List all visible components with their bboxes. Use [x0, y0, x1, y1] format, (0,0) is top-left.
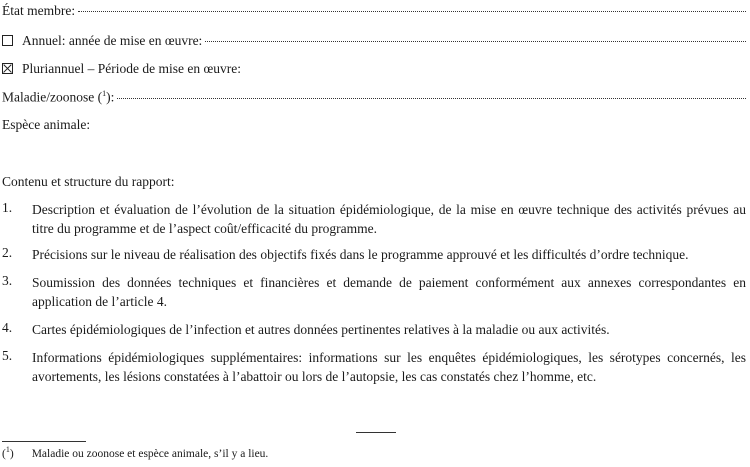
footnote-mark: ($^1$) — [2, 445, 14, 460]
report-heading: Contenu et structure du rapport: — [2, 174, 175, 189]
disease-field[interactable] — [117, 98, 746, 99]
list-item-text: Informations épidémiologiques supplémentaires: informations sur les enquêtes épidémiologiques, les sérotypes concernés, les avortements, les lésions constatées à l’abattoir ou lors de l’autopsie, les cas constatés chez l’homme, etc. — [32, 350, 746, 384]
multiannual-checkbox-checked[interactable] — [2, 63, 13, 74]
list-item-number: 2. — [2, 245, 13, 260]
footnote-text: Maladie ou zoonose et espèce animale, s’il y a lieu. — [31, 447, 269, 460]
footnote-ref: 1 — [102, 89, 107, 98]
list-item — [2, 348, 746, 386]
annual-label: Annuel: année de mise en œuvre: — [22, 33, 203, 48]
list-item — [2, 200, 746, 238]
end-separator — [356, 432, 396, 433]
list-item-number: 1. — [2, 200, 13, 215]
member-state-field[interactable] — [78, 11, 746, 12]
report-heading-row — [2, 174, 746, 190]
disease-label: Maladie/zoonose ($^1$): — [2, 89, 115, 105]
footnote — [2, 445, 268, 460]
disease-row — [2, 89, 746, 106]
annual-row — [2, 33, 746, 49]
list-item — [2, 273, 746, 311]
list-item — [2, 320, 746, 339]
list-item — [2, 245, 746, 264]
species-row — [2, 117, 746, 133]
list-item-number: 3. — [2, 273, 13, 288]
multiannual-row — [2, 61, 746, 77]
member-state-row — [2, 3, 746, 19]
list-item-text: Précisions sur le niveau de réalisation des objectifs fixés dans le programme approuvé et les difficultés d’ordre technique. — [32, 247, 689, 262]
annual-checkbox[interactable] — [2, 35, 13, 46]
list-item-number: 4. — [2, 320, 13, 335]
list-item-number: 5. — [2, 348, 13, 363]
footnote-separator — [2, 441, 86, 442]
list-item-text: Soumission des données techniques et financières et demande de paiement conformément aux annexes correspondantes en application de l’article 4. — [32, 275, 746, 309]
annual-year-field[interactable] — [205, 41, 746, 42]
list-item-text: Description et évaluation de l’évolution de la situation épidémiologique, de la mise en œuvre technique des activités prévues au titre du programme et de l’aspect coût/efficacité du programme. — [32, 202, 746, 236]
multiannual-label: Pluriannuel – Période de mise en œuvre: — [22, 61, 241, 76]
list-item-text: Cartes épidémiologiques de l’infection et autres données pertinentes relatives à la maladie ou aux activités. — [32, 322, 610, 337]
member-state-label: État membre: — [2, 3, 76, 18]
species-label: Espèce animale: — [2, 117, 91, 132]
